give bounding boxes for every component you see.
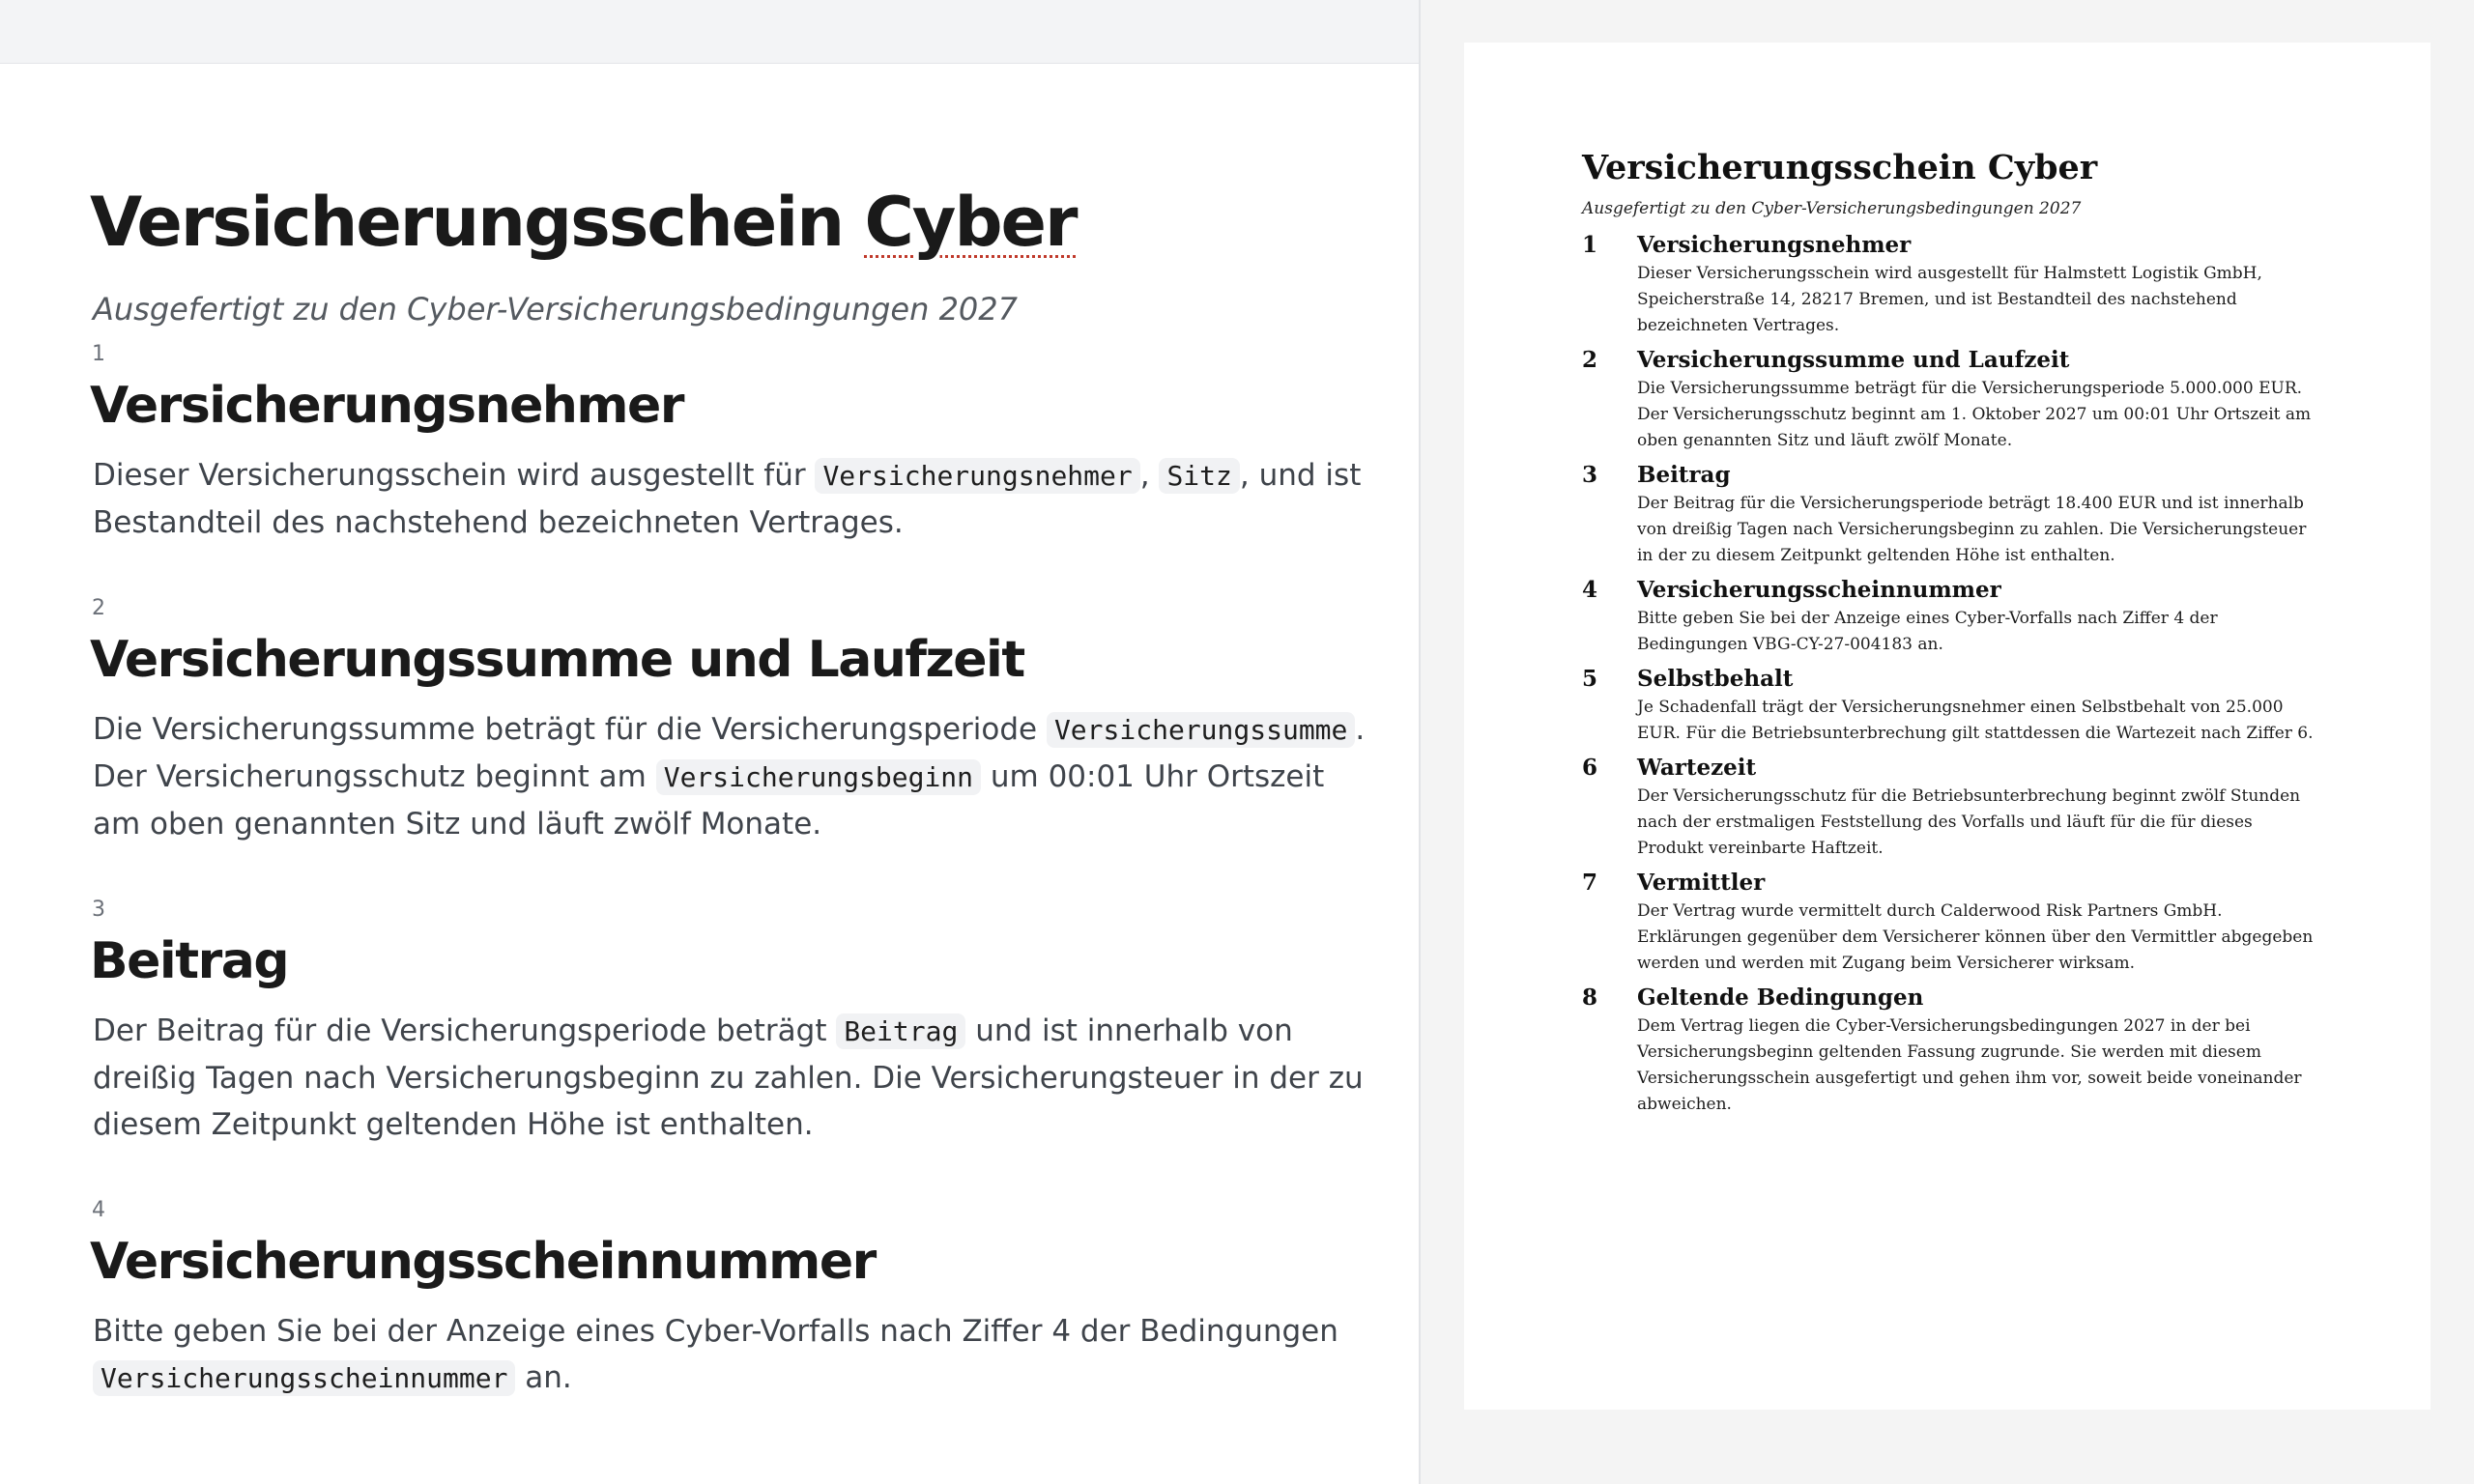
preview-section-body: Bitte geben Sie bei der Anzeige eines Cyber-Vorfalls nach Ziffer 4 der Bedingungen VBG-CY-27-004183 an. [1637, 609, 2218, 654]
preview-section-body: Die Versicherungssumme beträgt für die Versicherungsperiode 5.000.000 EUR. Der Versicherungsschutz beginnt am 1. Oktober 2027 um 00:01 Uhr Ortszeit am oben genannten Sitz und läuft zwölf Monate. [1637, 379, 2312, 450]
preview-section-5 [1582, 664, 2345, 747]
preview-section-heading: Wartezeit [1637, 755, 1757, 781]
preview-section-body: Der Versicherungsschutz für die Betriebsunterbrechung beginnt zwölf Stunden nach der erstmaligen Feststellung des Vorfalls und läuft für die für dieses Produkt vereinbarte Haftzeit. [1637, 786, 2301, 858]
preview-section-number: 2 [1582, 347, 1598, 373]
preview-section-body: Der Beitrag für die Versicherungsperiode beträgt 18.400 EUR und ist innerhalb von dreißig Tagen nach Versicherungsbeginn zu zahlen. Die Versicherungsteuer in der zu diesem Zeitpunkt geltenden Höhe ist enthalten. [1637, 494, 2307, 565]
preview-section-4 [1582, 575, 2345, 658]
body-text: an. [515, 1360, 572, 1395]
section-body[interactable] [93, 1308, 1378, 1402]
preview-section-6 [1582, 753, 2345, 862]
preview-document [1582, 147, 2345, 1118]
preview-section-heading: Beitrag [1637, 462, 1731, 488]
preview-page [1464, 43, 2431, 1410]
preview-section-body: Der Vertrag wurde vermittelt durch Calderwood Risk Partners GmbH. Erklärungen gegenüber dem Versicherer können über den Vermittler abgegeben werden und werden mit Zugang beim Versicherer wirksam. [1637, 901, 2314, 973]
preview-section-body: Dieser Versicherungsschein wird ausgestellt für Halmstett Logistik GmbH, Speicherstraße 14, 28217 Bremen, und ist Bestandteil des nachstehend bezeichneten Vertrages. [1637, 264, 2262, 335]
preview-section-heading: Versicherungsnehmer [1637, 232, 1912, 258]
preview-pane [1421, 0, 2474, 1484]
preview-section-7 [1582, 868, 2345, 977]
body-text: Bitte geben Sie bei der Anzeige eines Cyber-Vorfalls nach Ziffer 4 der Bedingungen [93, 1314, 1338, 1349]
preview-section-number: 8 [1582, 985, 1598, 1011]
preview-section-heading: Versicherungsscheinnummer [1637, 577, 2001, 603]
body-text: . Der Versicherungsschutz beginnt am [93, 712, 1366, 794]
body-text: Dieser Versicherungsschein wird ausgestellt für [93, 458, 816, 493]
preview-section-heading: Geltende Bedingungen [1637, 985, 1924, 1011]
body-text: , [1139, 458, 1160, 493]
section-body[interactable] [93, 1008, 1378, 1148]
preview-subtitle: Ausgefertigt zu den Cyber-Versicherungsbedingungen 2027 [1582, 199, 2082, 218]
section-heading[interactable]: Versicherungsscheinnummer [90, 1233, 876, 1291]
variable-chip-versicherungsbeginn[interactable]: Versicherungsbeginn [656, 759, 981, 795]
preview-section-1 [1582, 230, 2345, 339]
section-number: 3 [92, 898, 105, 922]
editor-section-3 [90, 899, 1375, 1148]
section-heading[interactable]: Versicherungssumme und Laufzeit [90, 631, 1024, 689]
preview-section-heading: Versicherungssumme und Laufzeit [1637, 347, 2070, 373]
variable-chip-versicherungsscheinnummer[interactable]: Versicherungsscheinnummer [93, 1360, 515, 1396]
preview-section-heading: Vermittler [1637, 870, 1766, 896]
editor-section-4 [90, 1200, 1375, 1402]
editor-section-1 [90, 344, 1375, 546]
preview-section-body: Je Schadenfall trägt der Versicherungsnehmer einen Selbstbehalt von 25.000 EUR. Für die Betriebsunterbrechung gilt stattdessen die Wartezeit nach Ziffer 6. [1637, 698, 2314, 743]
section-number: 1 [92, 342, 105, 366]
body-text: um 00:01 Uhr Ortszeit am oben genannten Sitz und läuft zwölf Monate. [93, 759, 1325, 842]
preview-title: Versicherungsschein Cyber [1582, 148, 2098, 187]
preview-section-body: Dem Vertrag liegen die Cyber-Versicherungsbedingungen 2027 in der bei Versicherungsbeginn geltenden Fassung zugrunde. Sie werden mit diesem Versicherungsschein ausgefertigt und gehen ihm vor, soweit beide voneinander abweichen. [1637, 1016, 2302, 1114]
spellcheck-flagged-word[interactable]: Cyber [864, 183, 1077, 262]
preview-section-heading: Selbstbehalt [1637, 666, 1794, 692]
document-title-text: Versicherungsschein [90, 183, 865, 262]
section-number: 4 [92, 1198, 105, 1222]
preview-section-8 [1582, 983, 2345, 1118]
body-text: Der Beitrag für die Versicherungsperiode beträgt [93, 1013, 837, 1048]
section-heading[interactable]: Beitrag [90, 932, 289, 990]
variable-chip-beitrag[interactable]: Beitrag [836, 1013, 965, 1049]
preview-section-3 [1582, 460, 2345, 569]
section-number: 2 [92, 596, 105, 620]
editor-toolbar [0, 0, 1419, 64]
variable-chip-versicherungssumme[interactable]: Versicherungssumme [1047, 712, 1355, 748]
section-heading[interactable]: Versicherungsnehmer [90, 377, 683, 435]
body-text: , und ist Bestandteil des nachstehend bezeichneten Vertrages. [93, 458, 1362, 540]
preview-section-number: 4 [1582, 577, 1598, 603]
preview-section-number: 1 [1582, 232, 1598, 258]
document-title[interactable] [90, 174, 1375, 271]
preview-section-number: 7 [1582, 870, 1598, 896]
editor-document[interactable] [90, 174, 1375, 1402]
variable-chip-versicherungsnehmer[interactable]: Versicherungsnehmer [815, 458, 1139, 494]
editor-section-2 [90, 598, 1375, 847]
preview-section-2 [1582, 345, 2345, 454]
body-text: und ist innerhalb von dreißig Tagen nach Versicherungsbeginn zu zahlen. Die Versicherungsteuer in der zu diesem Zeitpunkt geltenden Höhe ist enthalten. [93, 1013, 1364, 1142]
preview-section-number: 5 [1582, 666, 1598, 692]
body-text: Die Versicherungssumme beträgt für die Versicherungsperiode [93, 712, 1047, 747]
section-body[interactable] [93, 452, 1378, 546]
document-subtitle[interactable]: Ausgefertigt zu den Cyber-Versicherungsbedingungen 2027 [93, 291, 1018, 328]
preview-section-number: 3 [1582, 462, 1598, 488]
preview-section-number: 6 [1582, 755, 1598, 781]
section-body[interactable] [93, 706, 1378, 847]
variable-chip-sitz[interactable]: Sitz [1159, 458, 1239, 494]
